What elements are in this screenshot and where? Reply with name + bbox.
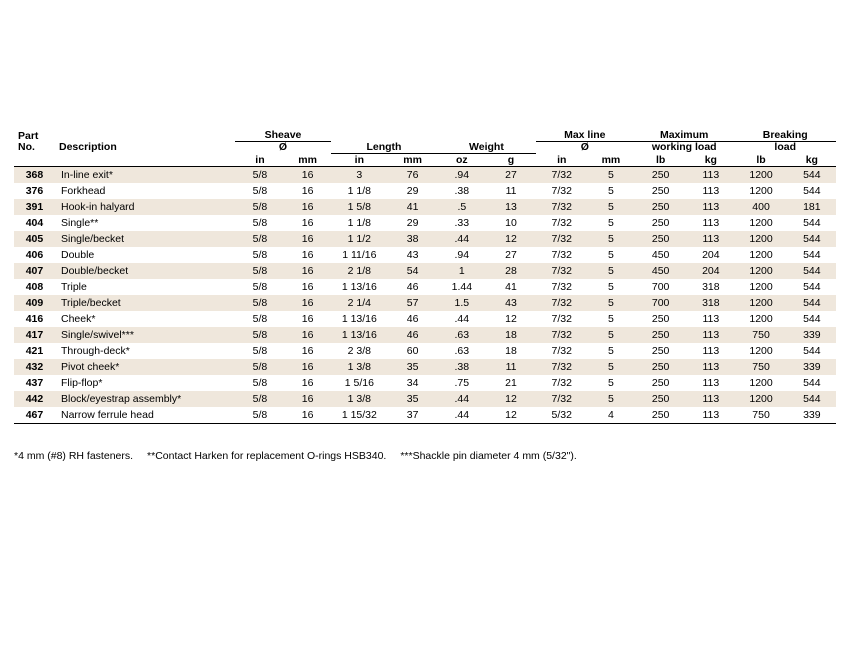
cell-weight-g: 11 bbox=[505, 184, 517, 197]
unit-blank-desc bbox=[55, 153, 235, 166]
cell-weight-oz: .5 bbox=[437, 199, 486, 215]
cell-maxline-in: 7/32 bbox=[551, 280, 572, 293]
cell-wl-kg: 113 bbox=[702, 184, 720, 197]
cell-length-mm: 76 bbox=[388, 166, 437, 183]
cell-weight-oz: .94 bbox=[454, 248, 470, 261]
footnote-1: *4 mm (#8) RH fasteners. bbox=[14, 450, 134, 462]
cell-maxline-mm: 5 bbox=[588, 263, 634, 279]
cell-weight-oz: 1.5 bbox=[437, 295, 486, 311]
cell-sheave-in: 5/8 bbox=[235, 407, 284, 424]
cell-length-mm: 38 bbox=[388, 231, 437, 247]
cell-wl-lb: 450 bbox=[651, 248, 670, 261]
cell-maxline-in: 7/32 bbox=[551, 344, 572, 357]
cell-weight-g: 43 bbox=[486, 295, 535, 311]
cell-wl-kg: 318 bbox=[702, 280, 720, 293]
cell-weight-g: 10 bbox=[505, 216, 517, 229]
cell-sheave-in: 5/8 bbox=[252, 280, 268, 293]
cell-weight-oz: .75 bbox=[454, 376, 470, 389]
header-description: Description bbox=[58, 141, 117, 153]
cell-maxline-mm: 5 bbox=[588, 391, 634, 407]
cell-weight-oz: .38 bbox=[454, 184, 470, 197]
cell-part-number: 407 bbox=[14, 263, 55, 279]
cell-description: Hook-in halyard bbox=[55, 199, 235, 215]
cell-bl-lb: 1200 bbox=[734, 166, 787, 183]
cell-bl-lb: 750 bbox=[734, 359, 787, 375]
cell-bl-kg: 339 bbox=[788, 359, 836, 375]
cell-sheave-mm: 16 bbox=[285, 327, 331, 343]
cell-part-number: 437 bbox=[25, 376, 44, 389]
specification-table bbox=[14, 130, 836, 424]
cell-bl-lb: 1200 bbox=[749, 280, 773, 293]
cell-part-number: 368 bbox=[14, 166, 55, 183]
cell-wl-kg: 113 bbox=[687, 407, 734, 424]
spec-table-container bbox=[14, 130, 836, 424]
unit-bl-lb: lb bbox=[756, 153, 766, 166]
cell-length-mm: 37 bbox=[388, 407, 437, 424]
cell-maxline-mm: 5 bbox=[608, 248, 614, 261]
table-row bbox=[14, 183, 836, 199]
cell-sheave-in: 5/8 bbox=[235, 231, 284, 247]
table-row bbox=[14, 247, 836, 263]
header-maxline: Max line bbox=[536, 130, 634, 142]
cell-bl-kg: 544 bbox=[803, 376, 821, 389]
cell-wl-kg: 113 bbox=[702, 312, 720, 325]
cell-weight-g: 27 bbox=[505, 248, 517, 261]
cell-weight-oz: 1 bbox=[437, 263, 486, 279]
cell-weight-oz: .38 bbox=[437, 359, 486, 375]
unit-bl-kg: kg bbox=[805, 153, 818, 166]
cell-length-in: 1 5/8 bbox=[331, 199, 388, 215]
cell-weight-g: 41 bbox=[505, 280, 517, 293]
cell-maxline-mm: 4 bbox=[588, 407, 634, 424]
cell-wl-lb: 250 bbox=[634, 391, 687, 407]
cell-weight-g: 28 bbox=[486, 263, 535, 279]
cell-bl-lb: 750 bbox=[734, 407, 787, 424]
cell-length-mm: 34 bbox=[406, 376, 419, 389]
cell-maxline-mm: 5 bbox=[608, 344, 614, 357]
cell-bl-lb: 750 bbox=[734, 327, 787, 343]
cell-part-number: 432 bbox=[14, 359, 55, 375]
cell-wl-kg: 113 bbox=[687, 231, 734, 247]
cell-maxline-mm: 5 bbox=[608, 216, 614, 229]
unit-sheave-mm: mm bbox=[298, 153, 317, 166]
unit-blank-part bbox=[14, 153, 55, 166]
cell-part-number: 467 bbox=[14, 407, 55, 424]
cell-length-in: 1 1/2 bbox=[331, 231, 388, 247]
cell-description: Double bbox=[60, 248, 95, 261]
header-spacer-2 bbox=[388, 130, 437, 142]
cell-maxline-mm: 5 bbox=[588, 199, 634, 215]
cell-part-number: 408 bbox=[25, 280, 44, 293]
cell-maxline-in: 7/32 bbox=[536, 327, 588, 343]
cell-bl-kg: 544 bbox=[803, 216, 821, 229]
cell-length-in: 1 13/16 bbox=[341, 280, 377, 293]
cell-length-mm: 46 bbox=[388, 327, 437, 343]
cell-maxline-mm: 5 bbox=[608, 376, 614, 389]
cell-length-mm: 41 bbox=[388, 199, 437, 215]
header-weight: Weight bbox=[437, 142, 535, 154]
cell-part-number: 421 bbox=[25, 344, 44, 357]
cell-sheave-in: 5/8 bbox=[252, 344, 268, 357]
cell-sheave-mm: 16 bbox=[301, 312, 314, 325]
cell-bl-lb: 1200 bbox=[749, 344, 773, 357]
table-row bbox=[14, 295, 836, 311]
cell-maxline-mm: 5 bbox=[588, 295, 634, 311]
cell-weight-g: 12 bbox=[505, 312, 517, 325]
cell-bl-lb: 1200 bbox=[734, 263, 787, 279]
cell-weight-g: 12 bbox=[486, 407, 535, 424]
cell-wl-lb: 250 bbox=[651, 376, 670, 389]
cell-length-in: 1 1/8 bbox=[347, 184, 372, 197]
cell-wl-kg: 113 bbox=[702, 344, 720, 357]
cell-maxline-in: 7/32 bbox=[551, 312, 572, 325]
cell-part-number: 405 bbox=[14, 231, 55, 247]
header-sheave: Sheave bbox=[235, 130, 330, 142]
cell-description: Double/becket bbox=[55, 263, 235, 279]
cell-sheave-mm: 16 bbox=[301, 280, 314, 293]
cell-weight-oz: .44 bbox=[437, 231, 486, 247]
cell-weight-g: 27 bbox=[486, 166, 535, 183]
header-spacer-1 bbox=[331, 130, 388, 142]
header-part-no: No. bbox=[18, 141, 35, 153]
cell-sheave-mm: 16 bbox=[301, 248, 314, 261]
cell-wl-lb: 700 bbox=[651, 280, 670, 293]
cell-maxline-in: 7/32 bbox=[551, 376, 572, 389]
cell-sheave-in: 5/8 bbox=[235, 295, 284, 311]
footnote-2: **Contact Harken for replacement O-rings HSB340. bbox=[147, 450, 387, 462]
table-row bbox=[14, 359, 836, 375]
cell-description: Cheek* bbox=[60, 312, 96, 325]
cell-wl-lb: 450 bbox=[634, 263, 687, 279]
cell-description: Flip-flop* bbox=[60, 376, 103, 389]
cell-bl-kg: 544 bbox=[788, 391, 836, 407]
header-group-row-1 bbox=[14, 130, 836, 142]
cell-maxline-in: 7/32 bbox=[536, 231, 588, 247]
cell-bl-kg: 544 bbox=[788, 166, 836, 183]
cell-maxline-in: 7/32 bbox=[536, 295, 588, 311]
cell-sheave-mm: 16 bbox=[285, 199, 331, 215]
cell-length-mm: 54 bbox=[388, 263, 437, 279]
table-row bbox=[14, 327, 836, 343]
cell-bl-kg: 181 bbox=[788, 199, 836, 215]
table-row bbox=[14, 263, 836, 279]
cell-description: In-line exit* bbox=[55, 166, 235, 183]
cell-maxline-in: 7/32 bbox=[536, 263, 588, 279]
cell-bl-kg: 339 bbox=[788, 327, 836, 343]
table-row bbox=[14, 279, 836, 295]
cell-weight-oz: .33 bbox=[454, 216, 470, 229]
cell-description: Block/eyestrap assembly* bbox=[55, 391, 235, 407]
cell-length-in: 1 13/16 bbox=[341, 312, 377, 325]
cell-weight-oz: .44 bbox=[437, 391, 486, 407]
cell-length-mm: 60 bbox=[406, 344, 419, 357]
cell-bl-lb: 1200 bbox=[749, 312, 773, 325]
header-part: Part bbox=[18, 129, 39, 142]
cell-sheave-mm: 16 bbox=[285, 231, 331, 247]
cell-maxline-in: 7/32 bbox=[536, 199, 588, 215]
cell-maxline-in: 7/32 bbox=[536, 166, 588, 183]
cell-part-number: 404 bbox=[25, 216, 44, 229]
cell-bl-kg: 544 bbox=[788, 295, 836, 311]
cell-wl-lb: 250 bbox=[634, 231, 687, 247]
cell-wl-kg: 204 bbox=[702, 248, 720, 261]
table-row bbox=[14, 343, 836, 359]
cell-wl-kg: 113 bbox=[702, 376, 720, 389]
cell-weight-g: 18 bbox=[505, 344, 517, 357]
cell-maxline-mm: 5 bbox=[588, 166, 634, 183]
cell-wl-kg: 318 bbox=[687, 295, 734, 311]
cell-bl-kg: 544 bbox=[788, 263, 836, 279]
cell-wl-lb: 250 bbox=[651, 312, 670, 325]
cell-bl-kg: 544 bbox=[803, 248, 821, 261]
header-length: Length bbox=[331, 142, 438, 154]
cell-description: Single/swivel*** bbox=[55, 327, 235, 343]
cell-weight-oz: .44 bbox=[437, 407, 486, 424]
cell-wl-lb: 700 bbox=[634, 295, 687, 311]
cell-length-in: 1 3/8 bbox=[331, 391, 388, 407]
header-breaking-1: Breaking bbox=[734, 130, 836, 142]
cell-sheave-mm: 16 bbox=[301, 344, 314, 357]
cell-sheave-in: 5/8 bbox=[252, 312, 268, 325]
cell-part-number: 417 bbox=[14, 327, 55, 343]
unit-weight-g: g bbox=[507, 153, 515, 166]
unit-length-in: in bbox=[354, 153, 365, 166]
cell-length-mm: 29 bbox=[406, 216, 419, 229]
cell-sheave-in: 5/8 bbox=[252, 184, 268, 197]
cell-weight-g: 12 bbox=[486, 231, 535, 247]
cell-bl-kg: 544 bbox=[803, 344, 821, 357]
table-body bbox=[14, 166, 836, 423]
table-row bbox=[14, 166, 836, 183]
unit-sheave-in: in bbox=[255, 153, 265, 166]
cell-bl-lb: 1200 bbox=[749, 184, 773, 197]
unit-wl-kg: kg bbox=[704, 153, 717, 166]
table-row bbox=[14, 407, 836, 424]
cell-sheave-mm: 16 bbox=[285, 295, 331, 311]
cell-wl-kg: 204 bbox=[687, 263, 734, 279]
cell-wl-kg: 113 bbox=[702, 216, 720, 229]
header-working-load-2: working load bbox=[651, 141, 717, 153]
cell-wl-lb: 250 bbox=[634, 359, 687, 375]
cell-maxline-mm: 5 bbox=[588, 327, 634, 343]
cell-length-mm: 35 bbox=[388, 359, 437, 375]
header-working-load-1: Maximum bbox=[634, 130, 734, 142]
footnote-3: ***Shackle pin diameter 4 mm (5/32"). bbox=[400, 450, 577, 462]
cell-part-number: 416 bbox=[25, 312, 44, 325]
cell-wl-lb: 250 bbox=[651, 344, 670, 357]
cell-sheave-mm: 16 bbox=[285, 263, 331, 279]
cell-weight-oz: .63 bbox=[437, 327, 486, 343]
cell-length-in: 2 3/8 bbox=[347, 344, 372, 357]
cell-bl-kg: 339 bbox=[788, 407, 836, 424]
cell-maxline-mm: 5 bbox=[588, 231, 634, 247]
cell-bl-lb: 1200 bbox=[734, 231, 787, 247]
cell-length-in: 1 5/16 bbox=[344, 376, 374, 389]
cell-length-in: 3 bbox=[331, 166, 388, 183]
cell-bl-lb: 1200 bbox=[749, 248, 773, 261]
cell-weight-g: 18 bbox=[486, 327, 535, 343]
footnotes bbox=[14, 450, 577, 462]
cell-maxline-in: 7/32 bbox=[536, 391, 588, 407]
unit-weight-oz: oz bbox=[455, 153, 468, 166]
cell-description: Through-deck* bbox=[60, 344, 130, 357]
header-group-row-2 bbox=[14, 142, 836, 154]
cell-sheave-in: 5/8 bbox=[235, 359, 284, 375]
cell-bl-kg: 544 bbox=[788, 231, 836, 247]
cell-wl-lb: 250 bbox=[634, 199, 687, 215]
header-spacer-4 bbox=[486, 130, 535, 142]
cell-description: Single** bbox=[60, 216, 99, 229]
cell-maxline-mm: 5 bbox=[608, 312, 614, 325]
cell-maxline-in: 7/32 bbox=[551, 248, 572, 261]
cell-bl-lb: 1200 bbox=[749, 216, 773, 229]
cell-weight-g: 21 bbox=[505, 376, 517, 389]
cell-length-mm: 29 bbox=[406, 184, 419, 197]
cell-wl-lb: 250 bbox=[651, 216, 670, 229]
cell-maxline-mm: 5 bbox=[588, 359, 634, 375]
cell-wl-kg: 113 bbox=[687, 327, 734, 343]
cell-length-mm: 46 bbox=[406, 312, 419, 325]
cell-bl-lb: 1200 bbox=[734, 295, 787, 311]
cell-part-number: 406 bbox=[25, 248, 44, 261]
cell-wl-lb: 250 bbox=[634, 327, 687, 343]
cell-length-in: 1 15/32 bbox=[331, 407, 388, 424]
header-sheave-symbol: Ø bbox=[278, 141, 288, 153]
cell-part-number: 376 bbox=[25, 184, 44, 197]
cell-weight-oz: .44 bbox=[454, 312, 470, 325]
table-row bbox=[14, 199, 836, 215]
cell-sheave-in: 5/8 bbox=[235, 263, 284, 279]
cell-weight-g: 11 bbox=[486, 359, 535, 375]
cell-wl-kg: 113 bbox=[687, 359, 734, 375]
cell-weight-oz: .94 bbox=[437, 166, 486, 183]
cell-sheave-mm: 16 bbox=[285, 407, 331, 424]
cell-length-in: 1 3/8 bbox=[331, 359, 388, 375]
cell-part-number: 409 bbox=[14, 295, 55, 311]
cell-length-mm: 46 bbox=[406, 280, 419, 293]
unit-length-mm: mm bbox=[403, 153, 422, 166]
cell-maxline-mm: 5 bbox=[608, 280, 614, 293]
table-row bbox=[14, 375, 836, 391]
table-row bbox=[14, 311, 836, 327]
cell-length-mm: 57 bbox=[388, 295, 437, 311]
cell-part-number: 391 bbox=[14, 199, 55, 215]
cell-sheave-in: 5/8 bbox=[235, 391, 284, 407]
cell-sheave-in: 5/8 bbox=[252, 216, 268, 229]
header-breaking-2: load bbox=[774, 141, 796, 153]
cell-maxline-in: 7/32 bbox=[551, 184, 572, 197]
cell-weight-g: 12 bbox=[486, 391, 535, 407]
cell-length-mm: 43 bbox=[406, 248, 419, 261]
cell-sheave-mm: 16 bbox=[285, 359, 331, 375]
cell-sheave-in: 5/8 bbox=[235, 327, 284, 343]
cell-bl-lb: 1200 bbox=[749, 376, 773, 389]
cell-length-in: 1 13/16 bbox=[331, 327, 388, 343]
cell-wl-lb: 250 bbox=[651, 184, 670, 197]
cell-weight-oz: .63 bbox=[454, 344, 470, 357]
cell-bl-lb: 400 bbox=[734, 199, 787, 215]
cell-part-number: 442 bbox=[14, 391, 55, 407]
cell-maxline-in: 5/32 bbox=[536, 407, 588, 424]
cell-length-in: 1 1/8 bbox=[347, 216, 372, 229]
cell-length-in: 1 11/16 bbox=[342, 248, 377, 261]
cell-description: Single/becket bbox=[55, 231, 235, 247]
cell-bl-kg: 544 bbox=[803, 312, 821, 325]
unit-wl-lb: lb bbox=[655, 153, 666, 166]
cell-description: Triple bbox=[60, 280, 87, 293]
cell-length-mm: 35 bbox=[388, 391, 437, 407]
cell-description: Narrow ferrule head bbox=[55, 407, 235, 424]
cell-wl-lb: 250 bbox=[634, 407, 687, 424]
cell-wl-kg: 113 bbox=[687, 391, 734, 407]
cell-sheave-in: 5/8 bbox=[252, 248, 268, 261]
cell-description: Pivot cheek* bbox=[55, 359, 235, 375]
cell-wl-lb: 250 bbox=[634, 166, 687, 183]
cell-wl-kg: 113 bbox=[687, 166, 734, 183]
cell-maxline-in: 7/32 bbox=[536, 359, 588, 375]
cell-sheave-in: 5/8 bbox=[252, 376, 268, 389]
cell-maxline-mm: 5 bbox=[608, 184, 614, 197]
cell-sheave-mm: 16 bbox=[301, 376, 314, 389]
cell-sheave-in: 5/8 bbox=[235, 166, 284, 183]
cell-sheave-mm: 16 bbox=[301, 184, 314, 197]
cell-sheave-mm: 16 bbox=[301, 216, 314, 229]
unit-maxline-mm: mm bbox=[601, 153, 621, 166]
cell-maxline-in: 7/32 bbox=[551, 216, 572, 229]
cell-wl-kg: 113 bbox=[687, 199, 734, 215]
cell-bl-kg: 544 bbox=[803, 184, 821, 197]
header-spacer-desc bbox=[55, 130, 235, 142]
cell-sheave-mm: 16 bbox=[285, 166, 331, 183]
table-row bbox=[14, 215, 836, 231]
cell-description: Forkhead bbox=[60, 184, 106, 197]
cell-sheave-in: 5/8 bbox=[235, 199, 284, 215]
header-maxline-symbol: Ø bbox=[580, 141, 589, 153]
cell-description: Triple/becket bbox=[55, 295, 235, 311]
unit-maxline-in: in bbox=[557, 153, 567, 166]
table-row bbox=[14, 391, 836, 407]
cell-length-in: 2 1/4 bbox=[331, 295, 388, 311]
header-units-row bbox=[14, 153, 836, 166]
cell-length-in: 2 1/8 bbox=[331, 263, 388, 279]
header-spacer-3 bbox=[437, 130, 486, 142]
cell-sheave-mm: 16 bbox=[285, 391, 331, 407]
table-row bbox=[14, 231, 836, 247]
cell-weight-g: 13 bbox=[486, 199, 535, 215]
cell-bl-kg: 544 bbox=[803, 280, 821, 293]
cell-weight-oz: 1.44 bbox=[451, 280, 473, 293]
cell-bl-lb: 1200 bbox=[734, 391, 787, 407]
